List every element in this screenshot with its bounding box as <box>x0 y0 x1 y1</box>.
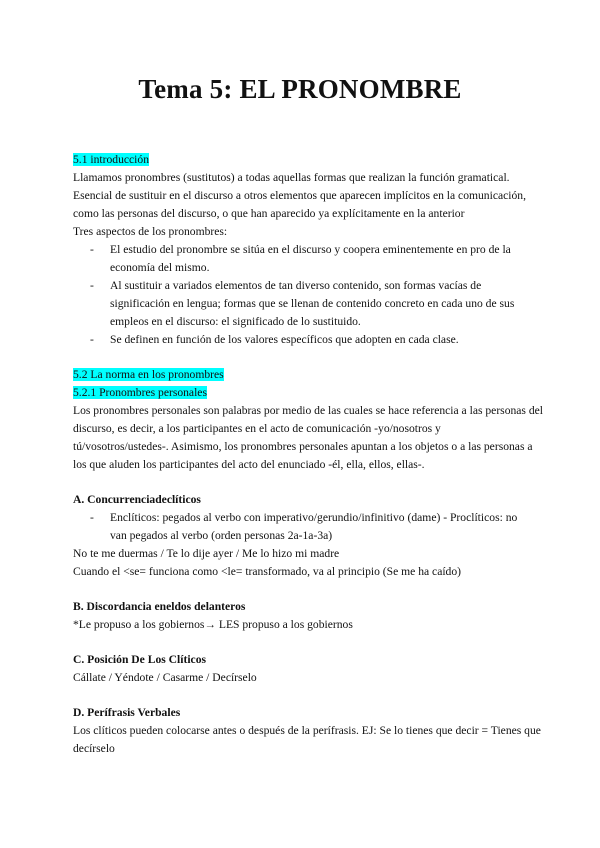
norma-line: discurso, es decir, a los participantes en el acto de comunicación -yo/nosotros y <box>73 422 441 435</box>
bullet-text: El estudio del pronombre se sitúa en el discurso y coopera eminentemente en pro de la economía del mismo. <box>110 243 511 274</box>
section-c-line: Cállate / Yéndote / Casarme / Decírselo <box>73 671 257 684</box>
intro-line: Tres aspectos de los pronombres: <box>73 225 228 238</box>
list-item <box>73 331 533 349</box>
norma-subheading: 5.2.1 Pronombres personales <box>73 386 207 399</box>
list-item <box>73 277 533 331</box>
section-d-line: Los clíticos pueden colocarse antes o después de la perífrasis. EJ: Se lo tienes que decir = Tienes que <box>73 724 541 737</box>
section-a-line: No te me duermas / Te lo dije ayer / Me lo hizo mi madre <box>73 547 340 560</box>
intro-bullet-list <box>73 241 533 349</box>
intro-line: Esencial de sustituir en el discurso a otros elementos que aparecen implícitos en la comunicación, <box>73 189 526 202</box>
bullet-dash: - <box>90 279 94 292</box>
norma-heading: 5.2 La norma en los pronombres <box>73 368 224 381</box>
section-b-line: *Le propuso a los gobiernos→ LES propuso a los gobiernos <box>73 618 353 631</box>
list-item <box>73 509 533 545</box>
list-item <box>73 241 533 277</box>
bullet-text: Enclíticos: pegados al verbo con imperativo/gerundio/infinitivo (dame) - Proclíticos: no van pegados al verbo (orden personas 2a-1a-3a) <box>110 511 518 542</box>
document-body <box>73 151 544 758</box>
norma-line: tú/vosotros/ustedes-. Asimismo, los pronombres personales apuntan a los objetos o a las personas a <box>73 440 533 453</box>
intro-line: como las personas del discurso, o que han aparecido ya explícitamente en la anterior <box>73 207 465 220</box>
norma-subheading-line <box>73 384 533 402</box>
bullet-text: Al sustituir a variados elementos de tan diverso contenido, son formas vacías de significación en lengua; formas que se llenan de contenido concreto en cada uno de sus empleos en el discurso: el significado de lo sustituido. <box>110 279 515 328</box>
bullet-text: Se definen en función de los valores específicos que adopten en cada clase. <box>110 333 459 346</box>
bullet-dash: - <box>90 333 94 346</box>
section-c-heading: C. Posición De Los Clíticos <box>73 653 206 666</box>
intro-heading-line <box>73 151 533 169</box>
norma-line: los que aluden los participantes del acto del enunciado -él, ella, ellos, ellas-. <box>73 458 425 471</box>
norma-heading-line <box>73 366 533 384</box>
intro-heading: 5.1 introducción <box>73 153 149 166</box>
intro-line: Llamamos pronombres (sustitutos) a todas aquellas formas que realizan la función gramatical. <box>73 171 510 184</box>
bullet-dash: - <box>90 511 94 524</box>
norma-line: Los pronombres personales son palabras por medio de las cuales se hace referencia a las personas del <box>73 404 544 417</box>
section-a-bullet-list <box>73 509 533 545</box>
page-title: Tema 5: EL PRONOMBRE <box>138 74 462 104</box>
bullet-dash: - <box>90 243 94 256</box>
section-d-line: decírselo <box>73 742 115 755</box>
section-b-heading: B. Discordancia eneldos delanteros <box>73 600 246 613</box>
section-d-heading: D. Perífrasis Verbales <box>73 706 181 719</box>
section-a-heading: A. Concurrenciadeclíticos <box>73 493 201 506</box>
section-a-line: Cuando el <se= funciona como <le= transformado, va al principio (Se me ha caído) <box>73 565 462 578</box>
